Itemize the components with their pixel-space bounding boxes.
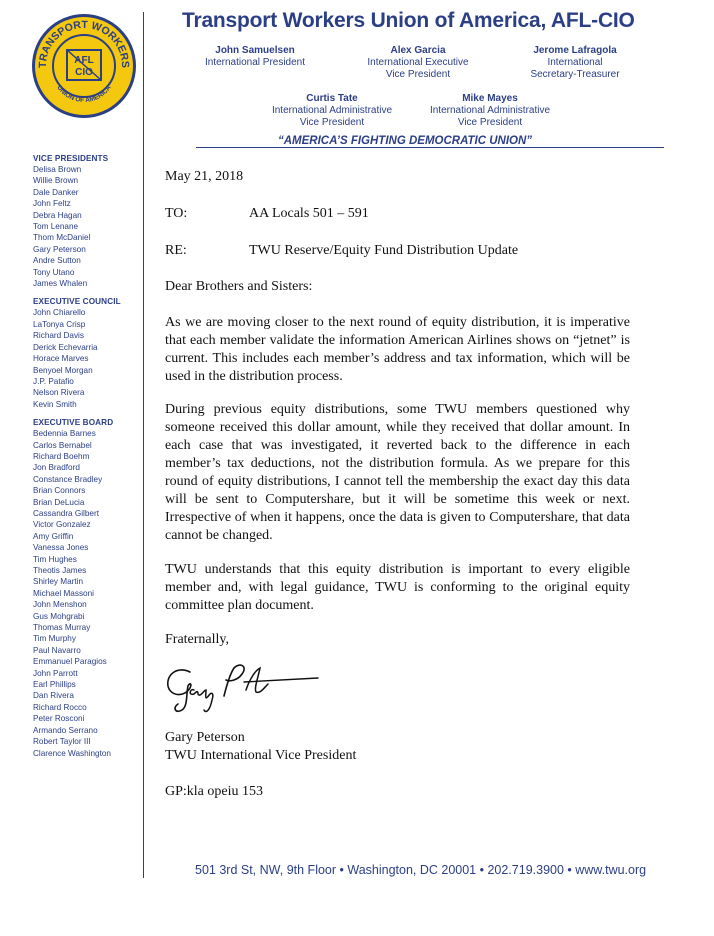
sidebar-name: John Parrott bbox=[33, 668, 78, 678]
sidebar-heading: EXECUTIVE COUNCIL bbox=[33, 297, 121, 307]
sidebar-name: Nelson Rivera bbox=[33, 388, 85, 398]
sidebar-name: Thom McDaniel bbox=[33, 233, 91, 243]
sidebar-name: John Chiarello bbox=[33, 308, 86, 318]
seal-cio-text: CIO bbox=[75, 67, 93, 78]
sidebar-name: Vanessa Jones bbox=[33, 543, 89, 553]
sidebar-name: Debra Hagan bbox=[33, 210, 82, 220]
letter-paragraph-1: As we are moving closer to the next round of equity distribution, it is imperative that each member validate the information American Airlines shows on “jetnet” is current. This includes each member’s address and tax information, which will be used in the distribution process. bbox=[165, 315, 630, 384]
sidebar-name: Willie Brown bbox=[33, 176, 79, 186]
signer-title: TWU International Vice President bbox=[165, 748, 357, 763]
sidebar-name: Victor Gonzalez bbox=[33, 520, 91, 530]
officer-name: Curtis Tate bbox=[306, 93, 358, 104]
sidebar-name: Tim Murphy bbox=[33, 634, 76, 644]
sidebar-name: Earl Phillips bbox=[33, 680, 76, 690]
sidebar-name: Richard Boehm bbox=[33, 451, 90, 461]
sidebar-name: Dan Rivera bbox=[33, 691, 74, 701]
sidebar-name: Gary Peterson bbox=[33, 244, 86, 254]
seal-bottom-text: UNION OF AMERICA bbox=[55, 84, 113, 105]
officer-president bbox=[190, 45, 320, 69]
officer-title: International Executive Vice President bbox=[367, 57, 469, 80]
org-title: Transport Workers Union of America, AFL-CIO bbox=[182, 9, 635, 32]
sidebar-name-list bbox=[33, 307, 141, 410]
officer-name: Mike Mayes bbox=[462, 93, 518, 104]
officer-secretary-treasurer bbox=[510, 45, 640, 81]
letter-paragraph-3: TWU understands that this equity distribution is important to every eligible member and, with legal guidance, TWU is conforming to the original equity committee plan document. bbox=[165, 562, 630, 613]
sidebar-name-list bbox=[33, 164, 141, 289]
officer-title: International President bbox=[204, 57, 306, 68]
officer-name: Jerome Lafragola bbox=[533, 45, 617, 56]
sidebar-name: Michael Massoni bbox=[33, 588, 94, 598]
sidebar-name: Robert Taylor III bbox=[33, 737, 91, 747]
officer-admin-vp-2 bbox=[420, 93, 560, 129]
seal-afl-text: AFL bbox=[74, 55, 94, 66]
letter-to-line bbox=[165, 205, 369, 223]
officer-name: Alex Garcia bbox=[390, 45, 446, 56]
re-label: RE: bbox=[165, 243, 187, 258]
sidebar-name: John Feltz bbox=[33, 199, 71, 209]
sidebar-name: James Whalen bbox=[33, 279, 88, 289]
sidebar-name: Theotis James bbox=[33, 566, 87, 575]
sidebar-name: Paul Navarro bbox=[33, 645, 81, 655]
signature-graphic bbox=[160, 660, 330, 716]
sidebar-name: Tim Hughes bbox=[33, 554, 77, 564]
letter-re-line bbox=[165, 242, 518, 260]
letter-date: May 21, 2018 bbox=[165, 169, 244, 184]
sidebar-name: Gus Mohgrabi bbox=[33, 611, 85, 621]
handwritten-signature bbox=[160, 660, 330, 716]
sidebar-name: Derick Echevarria bbox=[33, 342, 98, 352]
sidebar-name: Constance Bradley bbox=[33, 474, 103, 484]
sidebar-name: Brian DeLucia bbox=[33, 497, 85, 507]
sidebar-name: Armando Serrano bbox=[33, 725, 98, 735]
sidebar-section-vice-presidents bbox=[33, 153, 141, 289]
sidebar-name: Amy Griffin bbox=[33, 531, 74, 541]
sidebar-section-executive-council bbox=[33, 296, 141, 410]
sidebar-name: LaTonya Crisp bbox=[33, 319, 86, 329]
sidebar-name: Tom Lenane bbox=[33, 222, 79, 232]
sidebar-name: Tony Utano bbox=[33, 267, 75, 277]
footer-address: 501 3rd St, NW, 9th Floor • Washington, DC 20001 • 202.719.3900 • www.twu.org bbox=[195, 863, 647, 877]
officer-name: John Samuelsen bbox=[215, 45, 295, 56]
sidebar-name: J.P. Patafio bbox=[33, 376, 74, 386]
sidebar-name: Shirley Martin bbox=[33, 577, 84, 587]
sidebar-name: Carlos Bernabel bbox=[33, 440, 92, 450]
sidebar-name: Clarence Washington bbox=[33, 748, 111, 758]
sidebar-name: Peter Rosconi bbox=[33, 714, 85, 724]
union-motto: “AMERICA’S FIGHTING DEMOCRATIC UNION” bbox=[278, 135, 533, 147]
sidebar-heading: VICE PRESIDENTS bbox=[33, 154, 109, 163]
signer-name: Gary Peterson bbox=[165, 730, 245, 745]
sidebar-divider bbox=[143, 12, 144, 878]
sidebar-name: Brian Connors bbox=[33, 486, 86, 496]
header-divider bbox=[196, 147, 664, 148]
letter-paragraph-2: During previous equity distributions, some TWU members questioned why someone received this dollar amount, while they received that dollar amount. In each case that was investigated, it reverted back to the difference in each member’s tax deductions, not the distribution formula. As we prepare for this round of equity distributions, I cannot tell the membership the exact day this data will be sent to Computershare, but it will be sometime this week or next. Irrespective of when it happens, once the data is given to Computershare, that data cannot be changed. bbox=[165, 402, 630, 543]
sidebar-name: Andre Sutton bbox=[33, 256, 81, 266]
to-value: AA Locals 501 – 591 bbox=[249, 206, 369, 221]
letter-closing: Fraternally, bbox=[165, 632, 230, 647]
re-value: TWU Reserve/Equity Fund Distribution Update bbox=[249, 243, 519, 258]
sidebar-name: Delisa Brown bbox=[33, 165, 82, 174]
sidebar-name: Kevin Smith bbox=[33, 399, 77, 409]
letter-salutation: Dear Brothers and Sisters: bbox=[165, 279, 313, 294]
sidebar-name: Richard Rocco bbox=[33, 702, 87, 712]
officer-title: International Administrative Vice President bbox=[271, 105, 393, 128]
union-logo bbox=[30, 12, 138, 120]
sidebar-name: John Menshon bbox=[33, 600, 87, 610]
leadership-sidebar bbox=[33, 153, 141, 766]
officer-title: International Secretary-Treasurer bbox=[530, 57, 620, 80]
officer-admin-vp-1 bbox=[262, 93, 402, 129]
letter-initials: GP:kla opeiu 153 bbox=[165, 784, 263, 799]
officer-title: International Administrative Vice President bbox=[429, 105, 551, 128]
sidebar-name: Jon Bradford bbox=[33, 463, 80, 473]
sidebar-name: Dale Danker bbox=[33, 187, 79, 197]
sidebar-name: Benyoel Morgan bbox=[33, 365, 93, 375]
sidebar-name: Thomas Murray bbox=[33, 623, 91, 633]
sidebar-name: Horace Marves bbox=[33, 354, 89, 364]
sidebar-name: Bedennia Barnes bbox=[33, 429, 96, 439]
sidebar-heading: EXECUTIVE BOARD bbox=[33, 418, 114, 428]
sidebar-name-list bbox=[33, 428, 141, 759]
union-seal-graphic bbox=[30, 12, 138, 120]
sidebar-section-executive-board bbox=[33, 417, 141, 759]
seal-top-text: TRANSPORT WORKERS bbox=[36, 18, 132, 69]
officer-executive-vp bbox=[348, 45, 488, 81]
to-label: TO: bbox=[165, 206, 188, 221]
sidebar-name: Cassandra Gilbert bbox=[33, 508, 99, 518]
sidebar-name: Richard Davis bbox=[33, 331, 84, 341]
sidebar-name: Emmanuel Paragios bbox=[33, 657, 107, 667]
